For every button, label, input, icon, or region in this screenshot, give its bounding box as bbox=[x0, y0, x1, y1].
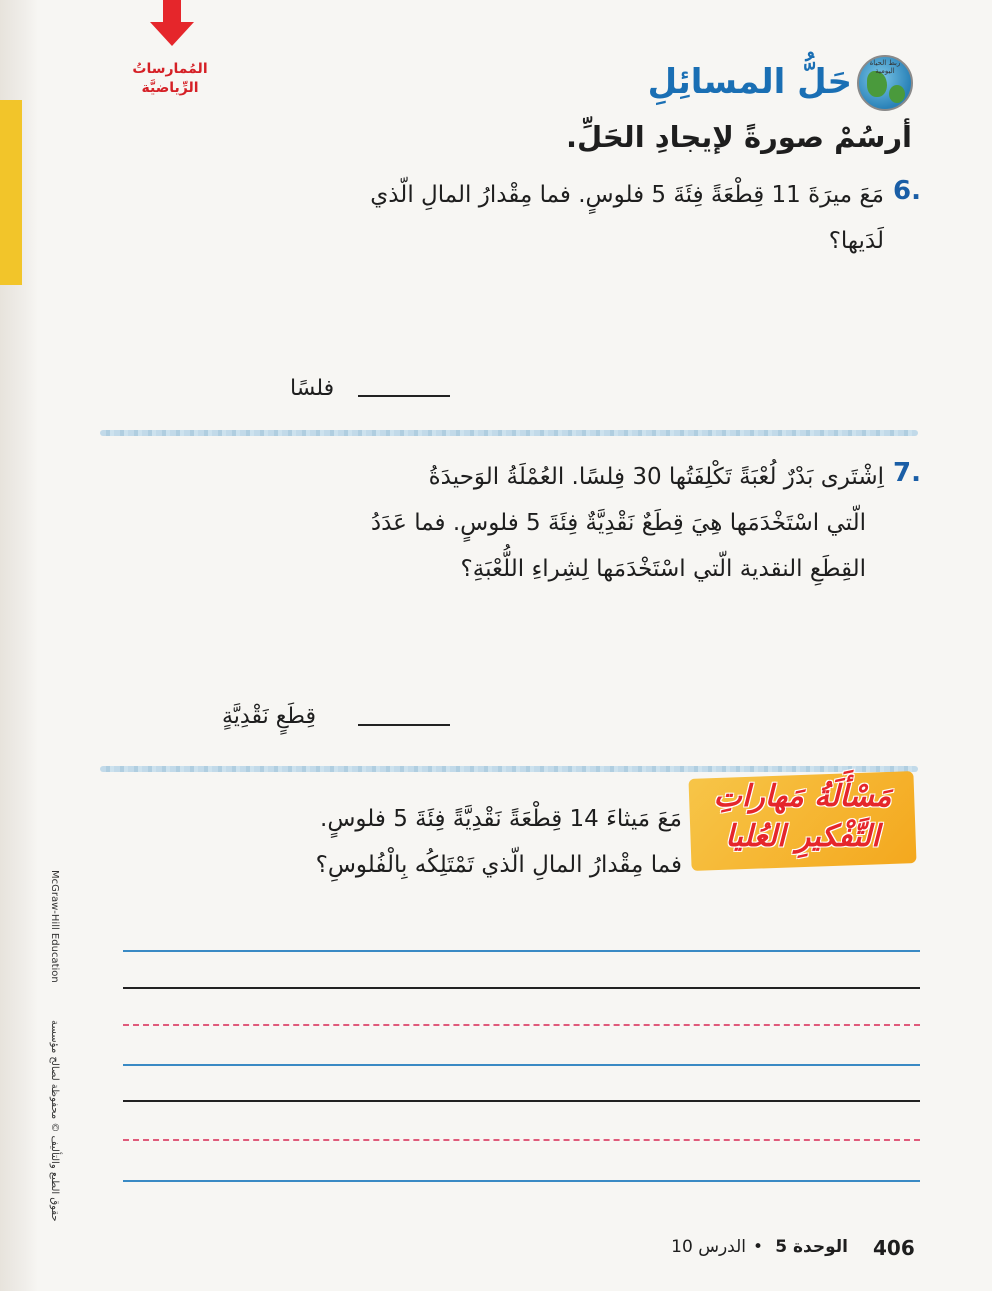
practices-line-2: الرِّياضيَّة bbox=[141, 80, 199, 96]
writing-line-dashed[interactable] bbox=[123, 1139, 920, 1141]
question-7-answer-unit: قِطَعٍ نَقْدِيَّةٍ bbox=[222, 704, 316, 729]
question-7-number: 7. bbox=[893, 458, 921, 488]
section-divider bbox=[100, 766, 918, 772]
hot-problem-badge-text bbox=[690, 777, 915, 857]
writing-line-mid[interactable] bbox=[123, 987, 920, 989]
page-number: 406 bbox=[873, 1236, 915, 1260]
badge-line-1: مَسْأَلَةُ مَهاراتِ bbox=[713, 779, 892, 814]
globe-caption: ربط الحياة اليومية bbox=[869, 59, 901, 75]
badge-line-2: التَّفْكيرِ العُليا bbox=[725, 819, 880, 854]
hot-problem-line-1: مَعَ مَيثاءَ 14 قِطْعَةً نَقْدِيَّةً فِئَةَ 5 فلوسٍ. bbox=[320, 806, 682, 832]
writing-line-top[interactable] bbox=[123, 950, 920, 952]
globe-icon bbox=[857, 55, 913, 111]
writing-line-top[interactable] bbox=[123, 1064, 920, 1066]
spine-copyright-text: حقوق الطبع والتأليف © محفوظة لصالح مؤسسة bbox=[49, 1020, 60, 1222]
footer-lesson: الدرس 10 bbox=[671, 1237, 746, 1257]
footer-unit: الوحدة 5 bbox=[775, 1237, 848, 1257]
footer-separator: • bbox=[752, 1237, 763, 1257]
question-6-line-2: لَدَيها؟ bbox=[828, 228, 884, 254]
instruction-text: أرسُمْ صورةً لإيجادِ الحَلِّ. bbox=[566, 120, 912, 154]
question-7-line-1: اِشْتَرى بَدْرٌ لُعْبَةً تَكْلِفَتُها 30 فِلسًا. العُمْلَةُ الوَحيدَةُ bbox=[428, 464, 884, 490]
arrow-down-icon bbox=[150, 22, 194, 46]
writing-line-dashed[interactable] bbox=[123, 1024, 920, 1026]
hot-problem-line-2: فما مِقْدارُ المالِ الّذي تَمْتَلِكُه بِالْفُلوسِ؟ bbox=[315, 852, 682, 878]
writing-line-mid[interactable] bbox=[123, 1100, 920, 1102]
question-7-text bbox=[244, 454, 884, 592]
math-practices-label bbox=[120, 60, 220, 98]
section-divider bbox=[100, 430, 918, 436]
question-6-answer-line[interactable] bbox=[358, 395, 450, 397]
question-6-line-1: مَعَ ميرَةَ 11 قِطْعَةً فِئَةَ 5 فلوسٍ. فما مِقْدارُ المالِ الّذي bbox=[370, 182, 884, 208]
arrow-down-icon-shaft bbox=[163, 0, 181, 24]
writing-line-top[interactable] bbox=[123, 1180, 920, 1182]
question-7-line-2: الّتي اسْتَخْدَمَها هِيَ قِطَعٌ نَقْدِيَّةٌ فِئَةَ 5 فلوسٍ. فما عَدَدُ bbox=[370, 510, 866, 536]
practices-line-1: المُمارساتُ bbox=[132, 61, 208, 77]
spine-color-tab bbox=[0, 100, 22, 285]
question-7-line-3: القِطَعِ النقدية الّتي اسْتَخْدَمَها لِشِراءِ اللُّعْبَةِ؟ bbox=[460, 556, 866, 582]
question-6-answer-unit: فلسًا bbox=[290, 376, 335, 401]
spine-publisher-text: McGraw-Hill Education bbox=[49, 870, 60, 983]
hot-problem-text bbox=[242, 796, 682, 888]
question-6-number: 6. bbox=[893, 176, 921, 206]
question-6-text bbox=[244, 172, 884, 264]
section-title: حَلُّ المسائِلِ bbox=[647, 62, 852, 102]
spine-copyright bbox=[46, 870, 62, 1222]
question-7-answer-line[interactable] bbox=[358, 724, 450, 726]
